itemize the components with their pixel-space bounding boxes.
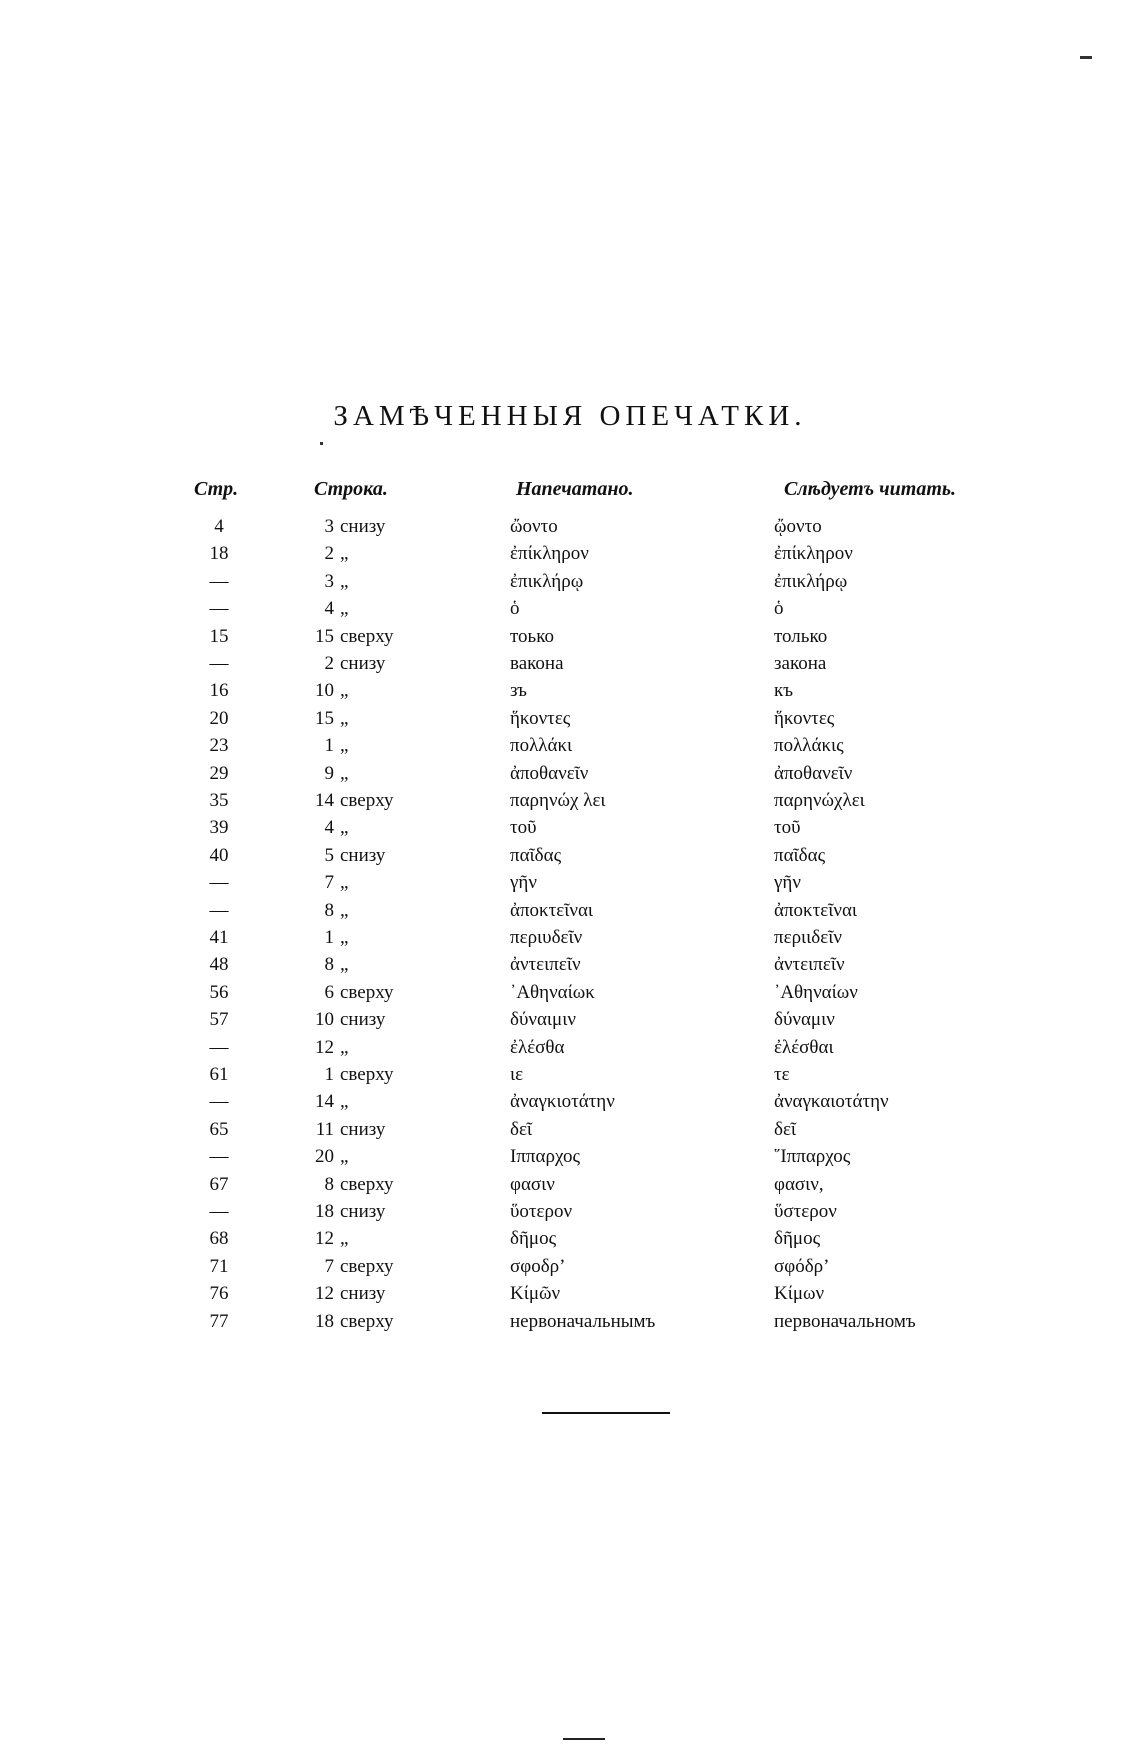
print-speck	[320, 442, 323, 445]
row-line: 8	[324, 954, 334, 975]
row-page: 39	[209, 817, 229, 838]
table-row	[0, 954, 1140, 980]
table-row	[0, 1064, 1140, 1090]
row-line: 8	[324, 900, 334, 921]
row-page: 35	[209, 790, 229, 811]
row-page: —	[209, 1146, 229, 1167]
header-printed: Напечатано.	[516, 478, 634, 500]
row-correct: φασιν,	[774, 1174, 824, 1195]
row-page: 65	[209, 1119, 229, 1140]
table-row	[0, 1283, 1140, 1309]
table-row	[0, 872, 1140, 898]
row-correct: Κίμων	[774, 1283, 825, 1304]
row-printed: δῆμος	[510, 1228, 557, 1249]
table-row	[0, 598, 1140, 624]
row-page: 20	[209, 708, 229, 729]
row-page: —	[209, 1091, 229, 1112]
row-correct: ἀναγκαιοτάτην	[774, 1091, 889, 1112]
row-position: „	[340, 900, 349, 921]
table-row	[0, 1228, 1140, 1254]
row-position: снизу	[340, 653, 386, 674]
table-row	[0, 708, 1140, 734]
row-line: 20	[315, 1146, 334, 1167]
row-printed: σφοδρ’	[510, 1256, 566, 1277]
row-correct: δύναμιν	[774, 1009, 835, 1030]
row-printed: φασιν	[510, 1174, 555, 1195]
header-line: Строка.	[314, 478, 388, 500]
row-line: 14	[315, 790, 334, 811]
table-row	[0, 1119, 1140, 1145]
row-line: 9	[324, 763, 334, 784]
row-line: 12	[315, 1228, 334, 1249]
row-page: 56	[209, 982, 229, 1003]
row-line: 2	[324, 543, 334, 564]
row-line: 7	[324, 1256, 334, 1277]
row-correct: παῖδας	[774, 845, 826, 866]
footer-mark	[563, 1738, 605, 1740]
row-correct: только	[774, 626, 828, 647]
row-printed: нервоначальнымъ	[510, 1311, 656, 1332]
row-line: 7	[324, 872, 334, 893]
table-header	[0, 478, 1140, 504]
row-line: 6	[324, 982, 334, 1003]
row-position: снизу	[340, 1283, 386, 1304]
row-correct: περιιδεῖν	[774, 927, 842, 948]
row-printed: δύναιμιν	[510, 1009, 576, 1030]
row-printed: ἐπικλήρῳ	[510, 571, 584, 592]
row-page: 15	[209, 626, 229, 647]
row-position: „	[340, 735, 349, 756]
row-position: „	[340, 954, 349, 975]
row-page: 16	[209, 680, 229, 701]
row-position: снизу	[340, 845, 386, 866]
row-page: —	[209, 900, 229, 921]
row-correct: ἀποκτεῖναι	[774, 900, 858, 921]
row-correct: τε	[774, 1064, 790, 1085]
table-row	[0, 1174, 1140, 1200]
row-position: „	[340, 1091, 349, 1112]
row-printed: ἀποθανεῖν	[510, 763, 589, 784]
row-position: снизу	[340, 1201, 386, 1222]
row-line: 10	[315, 680, 334, 701]
row-line: 12	[315, 1283, 334, 1304]
closing-rule	[542, 1412, 670, 1414]
row-line: 15	[315, 708, 334, 729]
row-correct: къ	[774, 680, 794, 701]
row-line: 15	[315, 626, 334, 647]
table-row	[0, 1146, 1140, 1172]
row-line: 3	[324, 571, 334, 592]
row-printed: ὤοντο	[510, 516, 558, 537]
row-printed: ὁ	[510, 598, 520, 619]
row-printed: ὕοτερον	[510, 1201, 573, 1222]
row-correct: ἀντειπεῖν	[774, 954, 845, 975]
row-page: 57	[209, 1009, 229, 1030]
row-line: 11	[315, 1119, 334, 1140]
row-correct: παρηνώχλει	[774, 790, 865, 811]
row-printed: ἐλέσθα	[510, 1037, 565, 1058]
row-position: „	[340, 598, 349, 619]
table-row	[0, 1311, 1140, 1337]
row-position: „	[340, 680, 349, 701]
row-correct: γῆν	[774, 872, 801, 893]
row-printed: ἥκοντες	[510, 708, 571, 729]
table-row	[0, 1256, 1140, 1282]
row-page: 76	[209, 1283, 229, 1304]
row-position: „	[340, 543, 349, 564]
row-position: „	[340, 1037, 349, 1058]
row-position: сверху	[340, 1174, 394, 1195]
row-line: 4	[324, 598, 334, 619]
row-page: 61	[209, 1064, 229, 1085]
row-position: „	[340, 872, 349, 893]
row-page: 68	[209, 1228, 229, 1249]
row-page: 48	[209, 954, 229, 975]
row-printed: зъ	[510, 680, 528, 701]
header-correct: Слѣдуетъ читать.	[784, 478, 957, 500]
row-page: —	[209, 1037, 229, 1058]
row-page: —	[209, 653, 229, 674]
row-printed: γῆν	[510, 872, 537, 893]
table-row	[0, 735, 1140, 761]
row-correct: ᾿Αθηναίων	[774, 982, 858, 1003]
row-position: сверху	[340, 1064, 394, 1085]
row-printed: παρηνώχ λει	[510, 790, 606, 811]
row-line: 5	[324, 845, 334, 866]
row-page: —	[209, 872, 229, 893]
table-row	[0, 982, 1140, 1008]
row-line: 1	[324, 927, 334, 948]
row-position: сверху	[340, 982, 394, 1003]
row-position: „	[340, 927, 349, 948]
table-row	[0, 1201, 1140, 1227]
row-position: „	[340, 817, 349, 838]
row-page: 77	[209, 1311, 229, 1332]
row-page: 29	[209, 763, 229, 784]
row-position: снизу	[340, 1119, 386, 1140]
row-page: 41	[209, 927, 229, 948]
row-position: сверху	[340, 1311, 394, 1332]
row-correct: σφόδρ’	[774, 1256, 830, 1277]
row-correct: ἐλέσθαι	[774, 1037, 834, 1058]
table-row	[0, 1037, 1140, 1063]
row-printed: ἀναγκιοτάτην	[510, 1091, 615, 1112]
table-row	[0, 845, 1140, 871]
row-printed: тоько	[510, 626, 554, 647]
row-position: „	[340, 708, 349, 729]
row-position: снизу	[340, 516, 386, 537]
row-page: 18	[209, 543, 229, 564]
row-printed: ἐπίκληρον	[510, 543, 589, 564]
row-position: „	[340, 1146, 349, 1167]
row-line: 4	[324, 817, 334, 838]
row-printed: Ιππαρχος	[510, 1146, 580, 1167]
table-row	[0, 653, 1140, 679]
row-line: 2	[324, 653, 334, 674]
row-correct: δῆμος	[774, 1228, 821, 1249]
table-row	[0, 1091, 1140, 1117]
row-page: —	[209, 571, 229, 592]
table-row	[0, 626, 1140, 652]
row-correct: ῞Ιππαρχος	[774, 1146, 851, 1167]
row-printed: ἀποκτεῖναι	[510, 900, 594, 921]
row-printed: ᾿Αθηναίωκ	[510, 982, 595, 1003]
row-correct: первоначальномъ	[774, 1311, 916, 1332]
row-correct: ἐπίκληρον	[774, 543, 853, 564]
table-row	[0, 543, 1140, 569]
row-correct: ἐπικλήρῳ	[774, 571, 848, 592]
table-row	[0, 516, 1140, 542]
row-line: 10	[315, 1009, 334, 1030]
table-row	[0, 680, 1140, 706]
row-correct: ὕστερον	[774, 1201, 837, 1222]
row-printed: ἀντειπεῖν	[510, 954, 581, 975]
table-row	[0, 790, 1140, 816]
header-page: Стр.	[194, 478, 239, 500]
table-row	[0, 1009, 1140, 1035]
row-correct: τοῦ	[774, 817, 801, 838]
row-page: —	[209, 598, 229, 619]
row-line: 18	[315, 1201, 334, 1222]
row-position: „	[340, 571, 349, 592]
row-printed: ιε	[510, 1064, 524, 1085]
page-title: ЗАМѢЧЕННЫЯ ОПЕЧАТКИ.	[333, 400, 807, 432]
row-position: сверху	[340, 790, 394, 811]
print-speck	[1080, 56, 1092, 59]
row-printed: τοῦ	[510, 817, 537, 838]
table-row	[0, 927, 1140, 953]
row-page: —	[209, 1201, 229, 1222]
row-printed: δεῖ	[510, 1119, 533, 1140]
row-line: 8	[324, 1174, 334, 1195]
row-printed: περιυδεῖν	[510, 927, 583, 948]
row-position: „	[340, 1228, 349, 1249]
row-page: 67	[209, 1174, 229, 1195]
table-row	[0, 763, 1140, 789]
row-correct: ᾤοντο	[774, 516, 822, 537]
row-printed: вакона	[510, 653, 564, 674]
row-printed: παῖδας	[510, 845, 562, 866]
row-line: 18	[315, 1311, 334, 1332]
row-position: „	[340, 763, 349, 784]
table-row	[0, 571, 1140, 597]
row-position: сверху	[340, 1256, 394, 1277]
row-correct: πολλάκις	[774, 735, 844, 756]
row-correct: δεῖ	[774, 1119, 797, 1140]
row-printed: πολλάκι	[510, 735, 573, 756]
table-row	[0, 817, 1140, 843]
row-correct: ἀποθανεῖν	[774, 763, 853, 784]
row-position: сверху	[340, 626, 394, 647]
row-page: 40	[209, 845, 229, 866]
row-line: 1	[324, 1064, 334, 1085]
row-position: снизу	[340, 1009, 386, 1030]
row-page: 4	[214, 516, 224, 537]
row-page: 23	[209, 735, 229, 756]
row-page: 71	[209, 1256, 229, 1277]
row-printed: Κίμῶν	[510, 1283, 561, 1304]
row-line: 12	[315, 1037, 334, 1058]
row-correct: ὁ	[774, 598, 784, 619]
row-line: 14	[315, 1091, 334, 1112]
row-correct: ἥκοντες	[774, 708, 835, 729]
table-row	[0, 900, 1140, 926]
row-correct: закона	[774, 653, 827, 674]
row-line: 1	[324, 735, 334, 756]
row-line: 3	[324, 516, 334, 537]
